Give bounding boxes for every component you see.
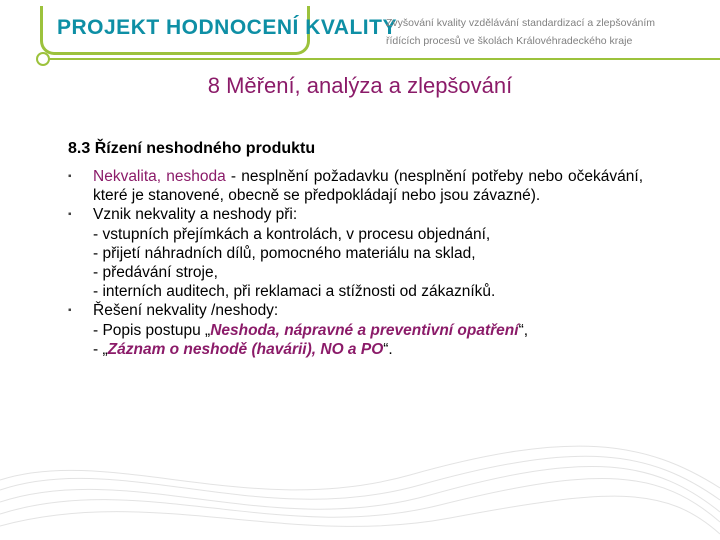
divider-dot (36, 52, 50, 66)
item-lead: Vznik nekvality a neshody při: (93, 206, 298, 224)
quote-prefix: - Popis postupu „ (93, 321, 211, 339)
document-name: Neshoda, nápravné a preventivní opatření (210, 321, 519, 339)
header-divider (48, 58, 720, 60)
definition-text: - nesplnění požadavku (nesplnění potřeby nebo očekávání, které je stanovené, obecně se předpokládají nebo jsou závazné). (93, 168, 643, 205)
logo-text: PROJEKT HODNOCENÍ KVALITY (57, 16, 397, 39)
sub-line: - vstupních přejímkách a kontrolách, v procesu objednání, (93, 225, 491, 243)
quote-suffix: “, (518, 321, 529, 339)
list-item-reseni (68, 301, 643, 359)
list-item-nekvalita (68, 167, 643, 205)
list-item-vznik (68, 205, 643, 301)
slide-title: 8 Měření, analýza a zlepšování (207, 73, 513, 98)
sub-line: - předávání stroje, (93, 264, 218, 282)
sub-line: - interních auditech, při reklamaci a stížnosti od zákazníků. (93, 283, 496, 301)
header-subtitle (386, 14, 686, 50)
sub-line (93, 340, 643, 359)
section-heading: 8.3 Řízení neshodného produktu (68, 140, 316, 157)
term-nekvalita: Nekvalita, neshoda (93, 168, 226, 185)
bullet-icon: ▪ (68, 305, 72, 317)
quote-suffix: “. (383, 340, 393, 358)
bullet-icon: ▪ (68, 171, 72, 182)
item-lead: Řešení nekvality /neshody: (93, 302, 279, 320)
header-subtitle-line-1: Zvyšování kvality vzdělávání standardizací a zlepšováním (386, 17, 656, 29)
sub-line (93, 321, 643, 340)
record-name: Záznam o neshodě (havárii), NO a PO (107, 340, 384, 358)
header-subtitle-line-2: řídících procesů ve školách Královéhradeckého kraje (386, 35, 633, 47)
bullet-icon: ▪ (68, 209, 72, 221)
project-logo (40, 6, 397, 55)
bullet-list (68, 167, 643, 359)
sub-line: - přijetí náhradních dílů, pomocného materiálu na sklad, (93, 244, 476, 262)
decorative-lines (0, 430, 720, 540)
quote-prefix: - „ (93, 340, 108, 358)
